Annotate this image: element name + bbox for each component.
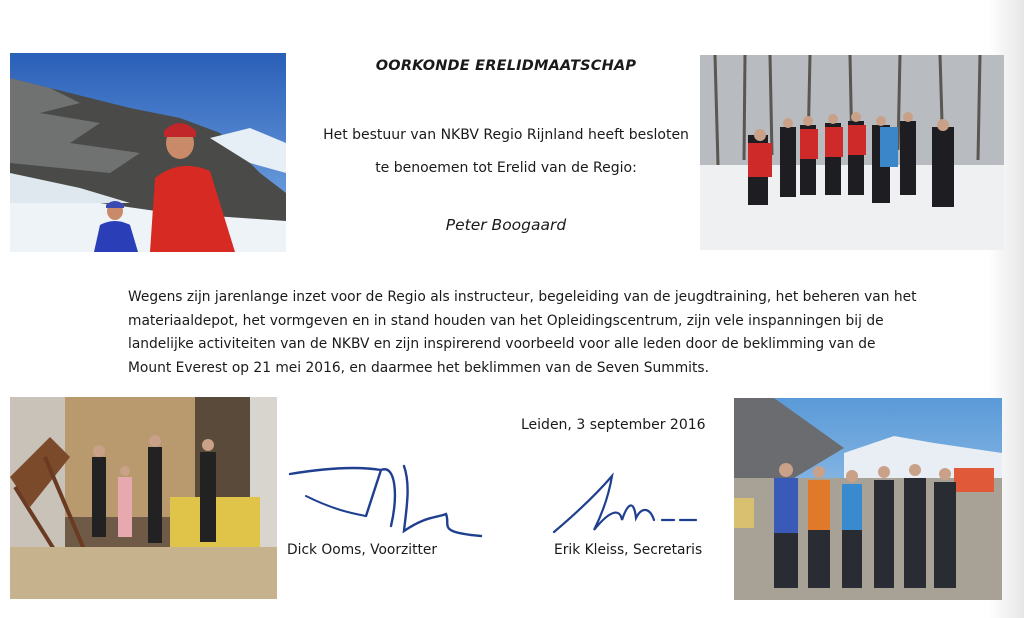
photo-snow-forest-group — [700, 55, 1004, 250]
intro-line-2: te benoemen tot Erelid van de Regio: — [375, 160, 637, 176]
photo-base-camp-group — [734, 398, 1002, 600]
honoree-name: Peter Boogaard — [445, 216, 567, 234]
intro-line-1: Het bestuur van NKBV Regio Rijnland heeft besloten — [323, 127, 689, 143]
citation-text — [128, 286, 928, 381]
citation-line-2: materiaaldepot, het vormgeven en in stand houden van het Opleidingscentrum, zijn vele inspanningen bij de — [128, 312, 884, 329]
signature-chairman — [286, 456, 486, 548]
certificate-title: OORKONDE ERELIDMAATSCHAP — [375, 58, 637, 74]
photo-climbing-hall — [10, 397, 277, 599]
signatory-chairman: Dick Ooms, Voorzitter — [287, 542, 438, 558]
place-date: Leiden, 3 september 2016 — [521, 417, 706, 433]
signature-secretary — [550, 470, 700, 540]
intro-text — [300, 119, 712, 185]
citation-line-4: Mount Everest op 21 mei 2016, en daarmee het beklimmen van de Seven Summits. — [128, 360, 709, 377]
photo-mountain-climbers — [10, 53, 286, 252]
citation-line-1: Wegens zijn jarenlange inzet voor de Regio als instructeur, begeleiding van de jeugdtraining, het beheren van het — [128, 289, 917, 305]
citation-line-3: landelijke activiteiten van de NKBV en zijn inspirerend voorbeeld voor alle leden door de beklimming van de — [128, 336, 876, 353]
signatory-secretary: Erik Kleiss, Secretaris — [554, 542, 703, 558]
